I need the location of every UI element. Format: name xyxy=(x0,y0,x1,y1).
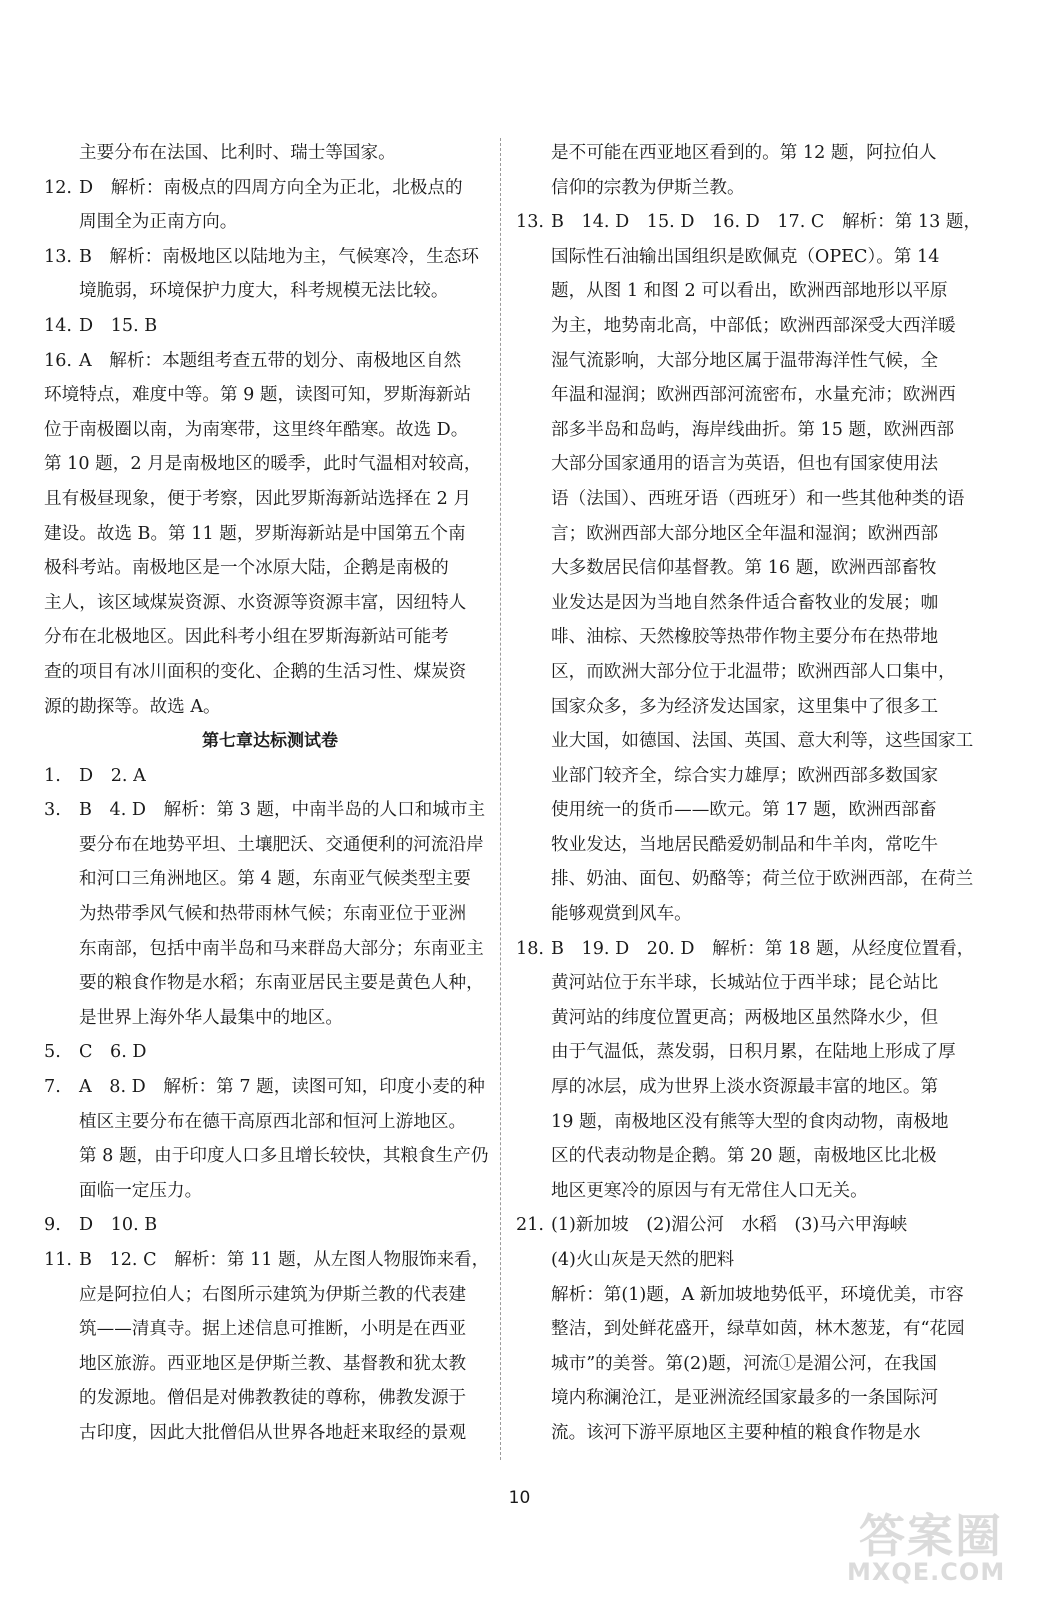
answer-line: D 2. A xyxy=(79,765,146,786)
answer-line: A 解析：本题组考查五带的划分、南极地区自然 xyxy=(79,350,462,371)
watermark-text: 答案圈 xyxy=(859,1509,1003,1563)
watermark-url: MXQE.COM xyxy=(847,1558,1006,1586)
item-number: 14. xyxy=(44,315,72,336)
answer-item xyxy=(44,1243,490,1451)
answer-line: 业部门较齐全，综合实力雄厚；欧洲西部多数国家 xyxy=(551,765,939,786)
item-number: 13. xyxy=(44,246,72,267)
answer-item xyxy=(44,1035,476,1070)
answer-item xyxy=(516,205,982,931)
answer-line: 厚的冰层，成为世界上淡水资源最丰富的地区。第 xyxy=(551,1077,939,1098)
answer-line: 为热带季风气候和热带雨林气候；东南亚位于亚洲 xyxy=(79,904,467,925)
answer-item xyxy=(44,1208,476,1243)
answer-line: B 12. C 解析：第 11 题，从左图人物服饰来看， xyxy=(79,1250,490,1270)
explanation-line: 位于南极圈以南，为南寒带，这里终年酷寒。故选 D。 xyxy=(44,419,469,440)
answer-line: B 14. D 15. D 16. D 17. C 解析：第 13 题， xyxy=(551,212,982,233)
answer-line: 语（法国）、西班牙语（西班牙）和一些其他种类的语 xyxy=(551,488,965,509)
answer-item xyxy=(44,793,486,1035)
explanation-line: 第 10 题，2 月是南极地区的暖季，此时气温相对较高， xyxy=(44,454,482,475)
answer-line: 要分布在地势平坦、土壤肥沃、交通便利的河流沿岸 xyxy=(79,834,484,855)
answer-line: 黄河站的纬度位置更高；两极地区虽然降水少，但 xyxy=(551,1007,939,1028)
explanation-line: 环境特点，难度中等。第 9 题，读图可知，罗斯海新站 xyxy=(44,385,472,406)
answer-line: 第 8 题，由于印度人口多且增长较快，其粮食生产仍 xyxy=(79,1146,489,1167)
explanation-line: 极科考站。南极地区是一个冰原大陆，企鹅是南极的 xyxy=(44,558,449,579)
item-number: 13. xyxy=(516,212,544,233)
answer-line: 要的粮食作物是水稻；东南亚居民主要是黄色人种， xyxy=(79,973,484,994)
item-number: 12. xyxy=(44,177,72,198)
explanation-line: 建设。故选 B。第 11 题，罗斯海新站是中国第五个南 xyxy=(44,523,466,544)
answer-line: B 4. D 解析：第 3 题，中南半岛的人口和城市主 xyxy=(79,800,486,821)
answer-item xyxy=(44,309,476,344)
continued-text: 主要分布在法国、比利时、瑞士等国家。 xyxy=(79,143,396,163)
answer-item xyxy=(516,1208,948,1277)
answer-line: 境脆弱，环境保护力度大，科考规模无法比较。 xyxy=(79,281,449,302)
page-number: 10 xyxy=(508,1488,531,1508)
column-divider xyxy=(500,138,501,1460)
answer-item xyxy=(44,240,479,309)
answer-line: 业大国，如德国、法国、英国、意大利等，这些国家工 xyxy=(551,731,974,752)
answer-line: 牧业发达，当地居民酷爱奶制品和牛羊肉，常吃牛 xyxy=(551,834,939,855)
answer-line: 由于气温低，蒸发弱，日积月累，在陆地上形成了厚 xyxy=(551,1042,956,1063)
explanation-line: 分布在北极地区。因此科考小组在罗斯海新站可能考 xyxy=(44,627,449,648)
answer-line: B 19. D 20. D 解析：第 18 题，从经度位置看， xyxy=(551,938,975,959)
item-number: 1. xyxy=(44,765,61,786)
answer-line: 大部分国家通用的语言为英语，但也有国家使用法 xyxy=(551,454,939,475)
item-number: 5. xyxy=(44,1042,61,1063)
item-number: 9. xyxy=(44,1215,61,1236)
answer-line: 大多数居民信仰基督教。第 16 题，欧洲西部畜牧 xyxy=(551,558,937,579)
answer-line: 湿气流影响，大部分地区属于温带海洋性气候，全 xyxy=(551,350,939,371)
explanation-line: 查的项目有冰川面积的变化、企鹅的生活习性、煤炭资 xyxy=(44,661,467,682)
left-column xyxy=(44,136,490,1451)
answer-line: 应是阿拉伯人；右图所示建筑为伊斯兰教的代表建 xyxy=(79,1284,467,1305)
answer-line: 东南部，包括中南半岛和马来群岛大部分；东南亚主 xyxy=(79,938,484,959)
answer-line: 筑——清真寺。据上述信息可推断，小明是在西亚 xyxy=(79,1319,467,1340)
explanation-line: 整洁，到处鲜花盛开，绿草如茵，林木葱茏，有“花园 xyxy=(551,1319,965,1340)
answer-line: 是世界上海外华人最集中的地区。 xyxy=(79,1007,343,1028)
answer-line: D 解析：南极点的四周方向全为正北，北极点的 xyxy=(79,177,463,198)
continued-text: 是不可能在西亚地区看到的。第 12 题，阿拉伯人 xyxy=(551,143,937,163)
answer-line: 的发源地。僧侣是对佛教教徒的尊称，佛教发源于 xyxy=(79,1388,467,1409)
answer-line: 年温和湿润；欧洲西部河流密布，水量充沛；欧洲西 xyxy=(551,385,956,406)
answer-line: B 解析：南极地区以陆地为主，气候寒冷，生态环 xyxy=(79,246,479,267)
item-number: 11. xyxy=(44,1250,72,1270)
answer-line: 地区旅游。西亚地区是伊斯兰教、基督教和犹太教 xyxy=(79,1353,467,1374)
item-number: 18. xyxy=(516,938,544,959)
explanation-line: 城市”的美誉。第(2)题，河流①是湄公河，在我国 xyxy=(551,1353,937,1374)
answer-line: 为主，地势南北高，中部低；欧洲西部深受大西洋暖 xyxy=(551,315,956,336)
explanation-line: 主人，该区域煤炭资源、水资源等资源丰富，因纽特人 xyxy=(44,592,467,613)
answer-line: (4)火山灰是天然的肥料 xyxy=(551,1250,735,1270)
answer-item xyxy=(44,344,476,379)
answer-line: 周围全为正南方向。 xyxy=(79,212,238,233)
answer-line: C 6. D xyxy=(79,1042,147,1063)
answer-line: 排、奶油、面包、奶酪等；荷兰位于欧洲西部，在荷兰 xyxy=(551,869,974,890)
explanation-line: 解析：第(1)题，A 新加坡地势低平，环境优美，市容 xyxy=(551,1284,964,1305)
answer-line: 言；欧洲西部大部分地区全年温和湿润；欧洲西部 xyxy=(551,523,939,544)
explanation-line: 源的勘探等。故选 A。 xyxy=(44,696,221,717)
answer-line: 啡、油棕、天然橡胶等热带作物主要分布在热带地 xyxy=(551,627,939,648)
right-column xyxy=(516,136,982,1451)
explanation-line: 且有极昼现象，便于考察，因此罗斯海新站选择在 2 月 xyxy=(44,488,472,509)
explanation-line: 流。该河下游平原地区主要种植的粮食作物是水 xyxy=(551,1422,921,1443)
answer-line: 区，而欧洲大部分位于北温带；欧洲西部人口集中， xyxy=(551,661,956,682)
answer-line: 植区主要分布在德干高原西北部和恒河上游地区。 xyxy=(79,1111,467,1132)
answer-line: 古印度，因此大批僧侣从世界各地赶来取经的景观 xyxy=(79,1422,467,1443)
answer-item xyxy=(44,1070,489,1208)
answer-line: 国家众多，多为经济发达国家，这里集中了很多工 xyxy=(551,696,939,717)
answer-line: 部多半岛和岛屿，海岸线曲折。第 15 题，欧洲西部 xyxy=(551,419,955,440)
section-heading: 第七章达标测试卷 xyxy=(202,731,338,752)
answer-line: 地区更寒冷的原因与有无常住人口无关。 xyxy=(551,1180,868,1201)
answer-line: 区的代表动物是企鹅。第 20 题，南极地区比北极 xyxy=(551,1146,937,1167)
answer-line: D 15. B xyxy=(79,315,158,336)
answer-line: 使用统一的货币——欧元。第 17 题，欧洲西部畜 xyxy=(551,800,937,821)
item-number: 16. xyxy=(44,350,72,371)
answer-line: 能够观赏到风车。 xyxy=(551,904,692,925)
continued-text: 信仰的宗教为伊斯兰教。 xyxy=(551,177,745,198)
answer-item xyxy=(516,932,975,1209)
answer-line: 题，从图 1 和图 2 可以看出，欧洲西部地形以平原 xyxy=(551,281,948,302)
answer-line: 面临一定压力。 xyxy=(79,1180,203,1201)
answer-item xyxy=(44,171,476,240)
watermark-logo xyxy=(837,1500,1027,1590)
item-number: 21. xyxy=(516,1215,544,1236)
answer-line: A 8. D 解析：第 7 题，读图可知，印度小麦的种 xyxy=(79,1077,485,1098)
answer-line: 和河口三角洲地区。第 4 题，东南亚气候类型主要 xyxy=(79,869,471,890)
item-number: 7. xyxy=(44,1077,61,1098)
answer-line: 黄河站位于东半球，长城站位于西半球；昆仑站比 xyxy=(551,973,939,994)
answer-item xyxy=(44,759,476,794)
answer-line: 国际性石油输出国组织是欧佩克（OPEC）。第 14 xyxy=(551,246,940,267)
answer-line: (1)新加坡 (2)湄公河 水稻 (3)马六甲海峡 xyxy=(551,1215,908,1236)
answer-line: 19 题，南极地区没有熊等大型的食肉动物，南极地 xyxy=(551,1111,949,1132)
item-number: 3. xyxy=(44,800,61,821)
explanation-line: 境内称澜沧江，是亚洲流经国家最多的一条国际河 xyxy=(551,1388,939,1409)
answer-line: D 10. B xyxy=(79,1215,158,1236)
answer-line: 业发达是因为当地自然条件适合畜牧业的发展；咖 xyxy=(551,592,939,613)
